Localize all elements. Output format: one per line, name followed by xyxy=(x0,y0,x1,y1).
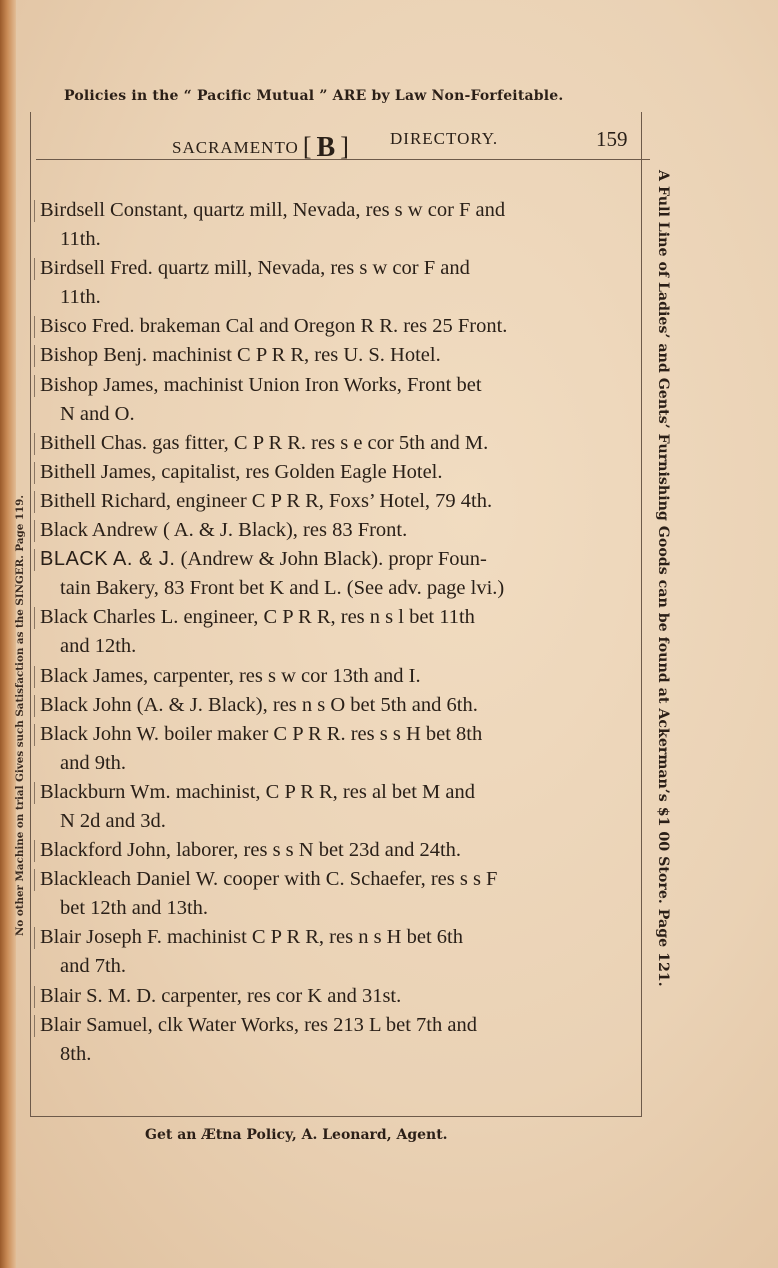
directory-entry xyxy=(40,923,634,981)
directory-entry xyxy=(40,371,634,429)
entry-line: Bishop Benj. machinist C P R R, res U. S. Hotel. xyxy=(40,344,441,367)
entry-line: Bisco Fred. brakeman Cal and Oregon R R. res 25 Front. xyxy=(40,315,508,338)
directory-entry xyxy=(40,865,634,923)
entry-continuation: 8th. xyxy=(60,1042,92,1065)
entry-continuation: and 7th. xyxy=(60,955,127,978)
directory-entry xyxy=(40,720,634,778)
entry-line: Blair S. M. D. carpenter, res cor K and 31st. xyxy=(40,984,402,1007)
top-advertisement: Policies in the “ Pacific Mutual ” ARE by Law Non-Forfeitable. xyxy=(64,88,564,104)
directory-entry xyxy=(40,1011,634,1069)
right-margin-text: A Full Line of Ladies’ and Gents’ Furnishing Goods can be found at Ackerman’s $1 00 Store. Page 121. xyxy=(655,170,671,987)
entry-firm-name: BLACK A. & J. xyxy=(40,548,176,571)
entry-line: Birdsell Fred. quartz mill, Nevada, res s w cor F and xyxy=(40,257,470,280)
entry-line: Black John W. boiler maker C P R R. res s s H bet 8th xyxy=(40,722,483,745)
directory-entry xyxy=(40,836,634,865)
entry-line: Blackburn Wm. machinist, C P R R, res al bet M and xyxy=(40,780,476,803)
directory-entries xyxy=(40,196,634,1069)
directory-entry xyxy=(40,429,634,458)
bottom-advertisement: Get an Ætna Policy, A. Leonard, Agent. xyxy=(145,1127,448,1143)
running-header xyxy=(36,123,650,163)
entry-continuation: and 12th. xyxy=(60,635,137,658)
entry-continuation: 11th. xyxy=(60,228,101,251)
entry-continuation: 11th. xyxy=(60,286,101,309)
header-city-label: SACRAMENTO xyxy=(172,138,299,157)
left-margin-advertisement xyxy=(14,266,30,946)
directory-entry xyxy=(40,982,634,1011)
directory-entry xyxy=(40,487,634,516)
entry-line-rest: (Andrew & John Black). propr Foun- xyxy=(175,548,487,571)
entry-line xyxy=(40,545,634,574)
entry-line: Blackford John, laborer, res s s N bet 23d and 24th. xyxy=(40,839,462,862)
header-rule xyxy=(36,159,650,160)
directory-entry xyxy=(40,312,634,341)
entry-continuation: tain Bakery, 83 Front bet K and L. (See adv. page lvi.) xyxy=(60,577,505,600)
entry-line: Blair Samuel, clk Water Works, res 213 L bet 7th and xyxy=(40,1013,477,1036)
header-city xyxy=(172,129,354,161)
entry-line: Black John (A. & J. Black), res n s O bet 5th and 6th. xyxy=(40,693,478,716)
entry-line: Blackleach Daniel W. cooper with C. Schaefer, res s s F xyxy=(40,868,498,891)
directory-entry xyxy=(40,516,634,545)
entry-line: Bithell Richard, engineer C P R R, Foxs’ Hotel, 79 4th. xyxy=(40,489,493,512)
entry-line: Bithell James, capitalist, res Golden Eagle Hotel. xyxy=(40,460,443,483)
header-directory-label: DIRECTORY. xyxy=(390,129,499,148)
entry-continuation: bet 12th and 13th. xyxy=(60,897,209,920)
directory-entry xyxy=(40,341,634,370)
directory-entry xyxy=(40,662,634,691)
entry-line: Black Charles L. engineer, C P R R, res n s l bet 11th xyxy=(40,606,475,629)
page-number: 159 xyxy=(596,127,628,151)
entry-continuation: and 9th. xyxy=(60,751,127,774)
directory-entry-featured xyxy=(40,545,634,603)
right-margin-advertisement xyxy=(651,170,673,1070)
directory-entry xyxy=(40,458,634,487)
entry-continuation: N and O. xyxy=(60,402,135,425)
directory-entry xyxy=(40,254,634,312)
directory-entry xyxy=(40,603,634,661)
entry-line: Black Andrew ( A. & J. Black), res 83 Front. xyxy=(40,519,408,542)
left-margin-text: No other Machine on trial Gives such Satisfaction as the SINGER. Page 119. xyxy=(14,495,26,936)
header-letter: B xyxy=(316,132,337,163)
entry-line: Blair Joseph F. machinist C P R R, res n s H bet 6th xyxy=(40,926,463,949)
directory-entry xyxy=(40,691,634,720)
header-bracket-open: [ xyxy=(302,132,313,161)
entry-line: Birdsell Constant, quartz mill, Nevada, res s w cor F and xyxy=(40,199,506,221)
entry-line: Black James, carpenter, res s w cor 13th and I. xyxy=(40,664,421,687)
directory-entry xyxy=(40,778,634,836)
entry-continuation: N 2d and 3d. xyxy=(60,809,166,832)
header-bracket-close: ] xyxy=(340,132,350,161)
directory-entry xyxy=(40,196,634,254)
entry-line: Bithell Chas. gas fitter, C P R R. res s e cor 5th and M. xyxy=(40,431,489,454)
entry-line: Bishop James, machinist Union Iron Works, Front bet xyxy=(40,373,482,396)
